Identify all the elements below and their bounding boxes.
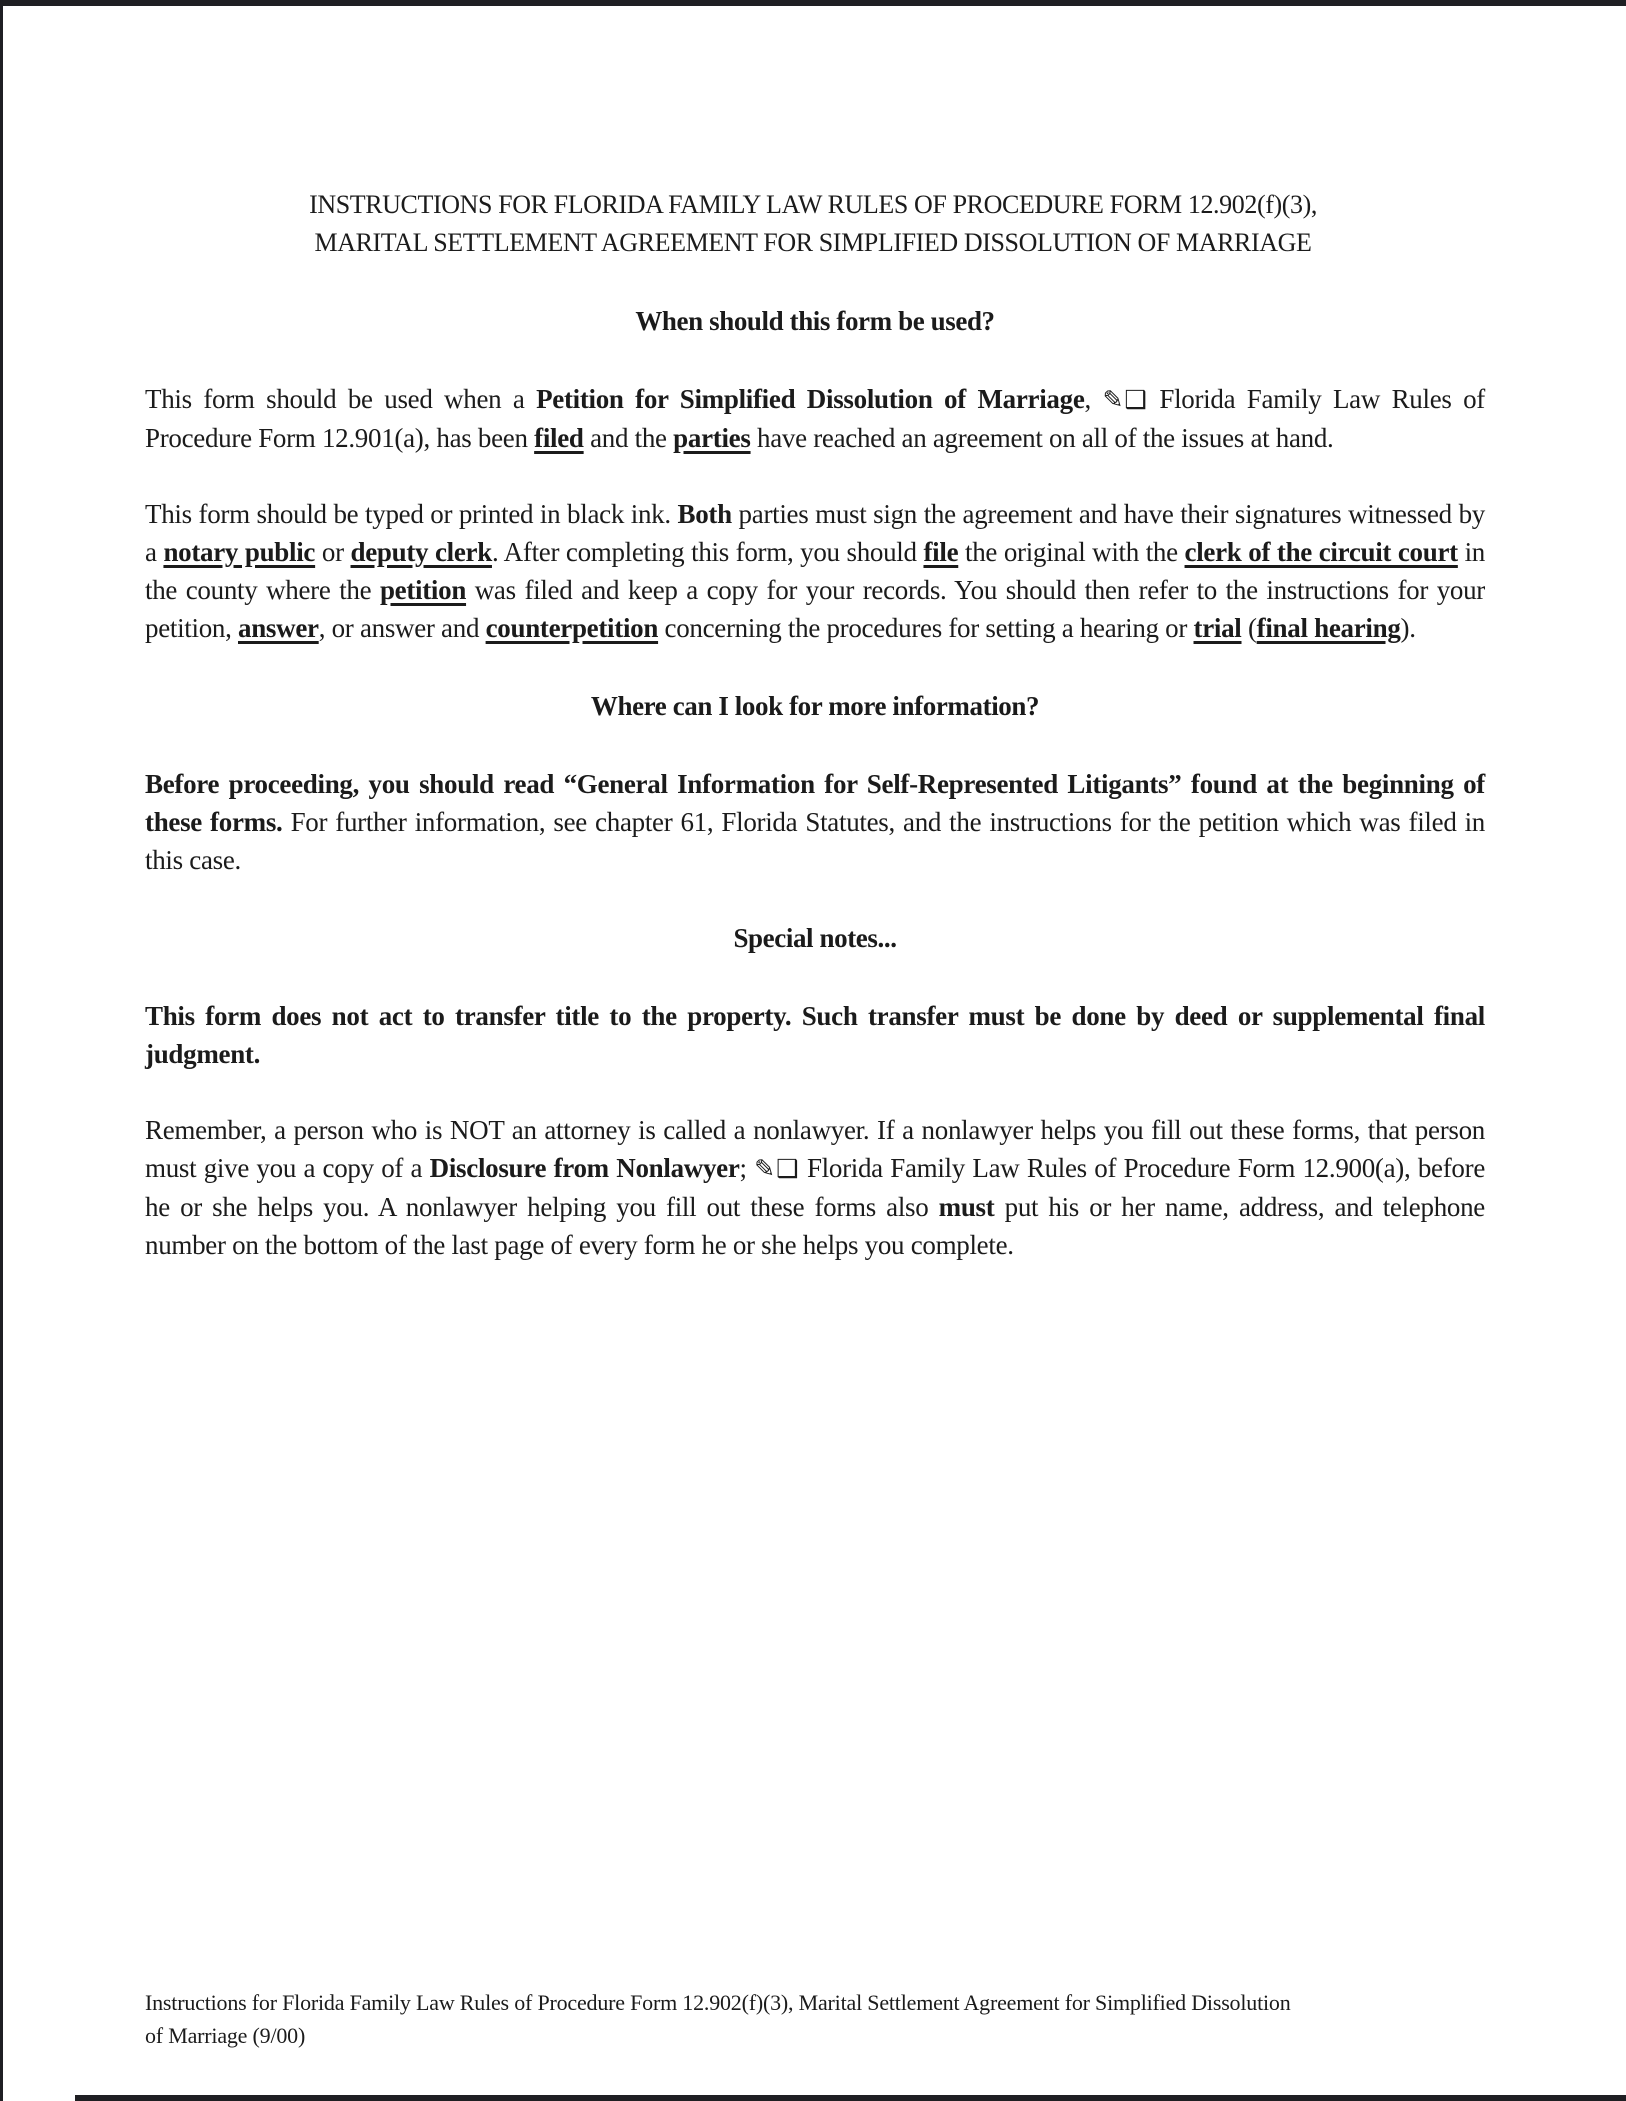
text-run: answer (238, 613, 319, 643)
text-run: Petition for Simplified Dissolution of Marriage (536, 384, 1085, 414)
text-run: This form should be used when a (145, 384, 537, 414)
text-run: was filed and keep a copy for your records. You should then refer to the instructions for your petition, (145, 575, 1485, 643)
document-body (145, 302, 1485, 1264)
text-run: . After completing this form, you should (491, 537, 924, 567)
text-run: Disclosure from Nonlawyer (429, 1153, 740, 1183)
page-border-bottom (75, 2095, 1626, 2101)
text-run: or (315, 537, 351, 567)
text-run: file (923, 537, 959, 567)
page-border-left (0, 0, 3, 2101)
text-run: notary public (163, 537, 316, 567)
pencil-checkbox-icon: ✎❑ (754, 1154, 800, 1183)
text-run: This form should be typed or printed in black ink. (145, 499, 678, 529)
document-footer (145, 1986, 1590, 2052)
paragraph (145, 495, 1485, 647)
text-run: put his or her name, address, and telephone number on the bottom of the last page of every form he or she helps you complete. (145, 1192, 1485, 1260)
text-run: filed (534, 423, 584, 453)
text-run: counterpetition (485, 613, 659, 643)
paragraph (145, 380, 1485, 457)
text-run: trial (1193, 613, 1242, 643)
text-run: concerning the procedures for setting a hearing or (658, 613, 1194, 643)
footer-line2: of Marriage (9/00) (145, 2023, 306, 2048)
text-run: Before proceeding, you should read “General Information for Self-Represented Litigants” found at the beginning of these forms. (145, 769, 1485, 837)
text-run: Both (677, 499, 732, 529)
footer-line1: Instructions for Florida Family Law Rules of Procedure Form 12.902(f)(3), Marital Settlement Agreement for Simplified Dissolution (145, 1990, 1291, 2015)
page-border-top (0, 0, 1626, 6)
document-title-line1: INSTRUCTIONS FOR FLORIDA FAMILY LAW RULES OF PROCEDURE FORM 12.902(f)(3), (309, 190, 1317, 219)
text-run: Florida Family Law Rules of Procedure Form 12.900(a), before he or she helps you. A nonlawyer helping you fill out these forms also (145, 1153, 1486, 1222)
paragraph (145, 997, 1485, 1073)
text-run: ). (1400, 613, 1416, 643)
text-run: petition (379, 575, 467, 605)
text-run: must (938, 1192, 995, 1222)
text-run: in the county where the (145, 537, 1485, 605)
text-run: parties (673, 423, 751, 453)
text-run: final hearing (1256, 613, 1401, 643)
text-run: parties must sign the agreement and have their signatures witnessed by a (145, 499, 1486, 567)
text-run: Remember, a person who is NOT an attorney is called a nonlawyer. If a nonlawyer helps you fill out these forms, that person must give you a copy of a (145, 1115, 1485, 1183)
section-heading: When should this form be used? (635, 306, 995, 336)
text-run: ; (739, 1153, 755, 1183)
text-run: and the (583, 423, 674, 453)
text-run: , (1084, 384, 1103, 414)
text-run: This form does not act to transfer title to the property. Such transfer must be done by deed or supplemental final judgment. (145, 1001, 1485, 1069)
pencil-checkbox-icon: ✎❑ (1102, 385, 1148, 414)
text-run: , or answer and (318, 613, 486, 643)
text-run: deputy clerk (350, 537, 492, 567)
paragraph (145, 765, 1485, 879)
text-run: Florida Family Law Rules of Procedure Form 12.901(a), has been (145, 384, 1485, 453)
section-heading: Where can I look for more information? (590, 691, 1040, 721)
text-run: clerk of the circuit court (1184, 537, 1458, 567)
text-run: ( (1241, 613, 1257, 643)
text-run: have reached an agreement on all of the issues at hand. (750, 423, 1334, 453)
text-run: For further information, see chapter 61, Florida Statutes, and the instructions for the petition which was filed in this case. (145, 807, 1485, 875)
document-title (0, 0, 1626, 262)
document-title-line2: MARITAL SETTLEMENT AGREEMENT FOR SIMPLIFIED DISSOLUTION OF MARRIAGE (314, 228, 1312, 257)
paragraph (145, 1111, 1485, 1264)
section-heading: Special notes... (733, 923, 897, 953)
text-run: the original with the (958, 537, 1185, 567)
